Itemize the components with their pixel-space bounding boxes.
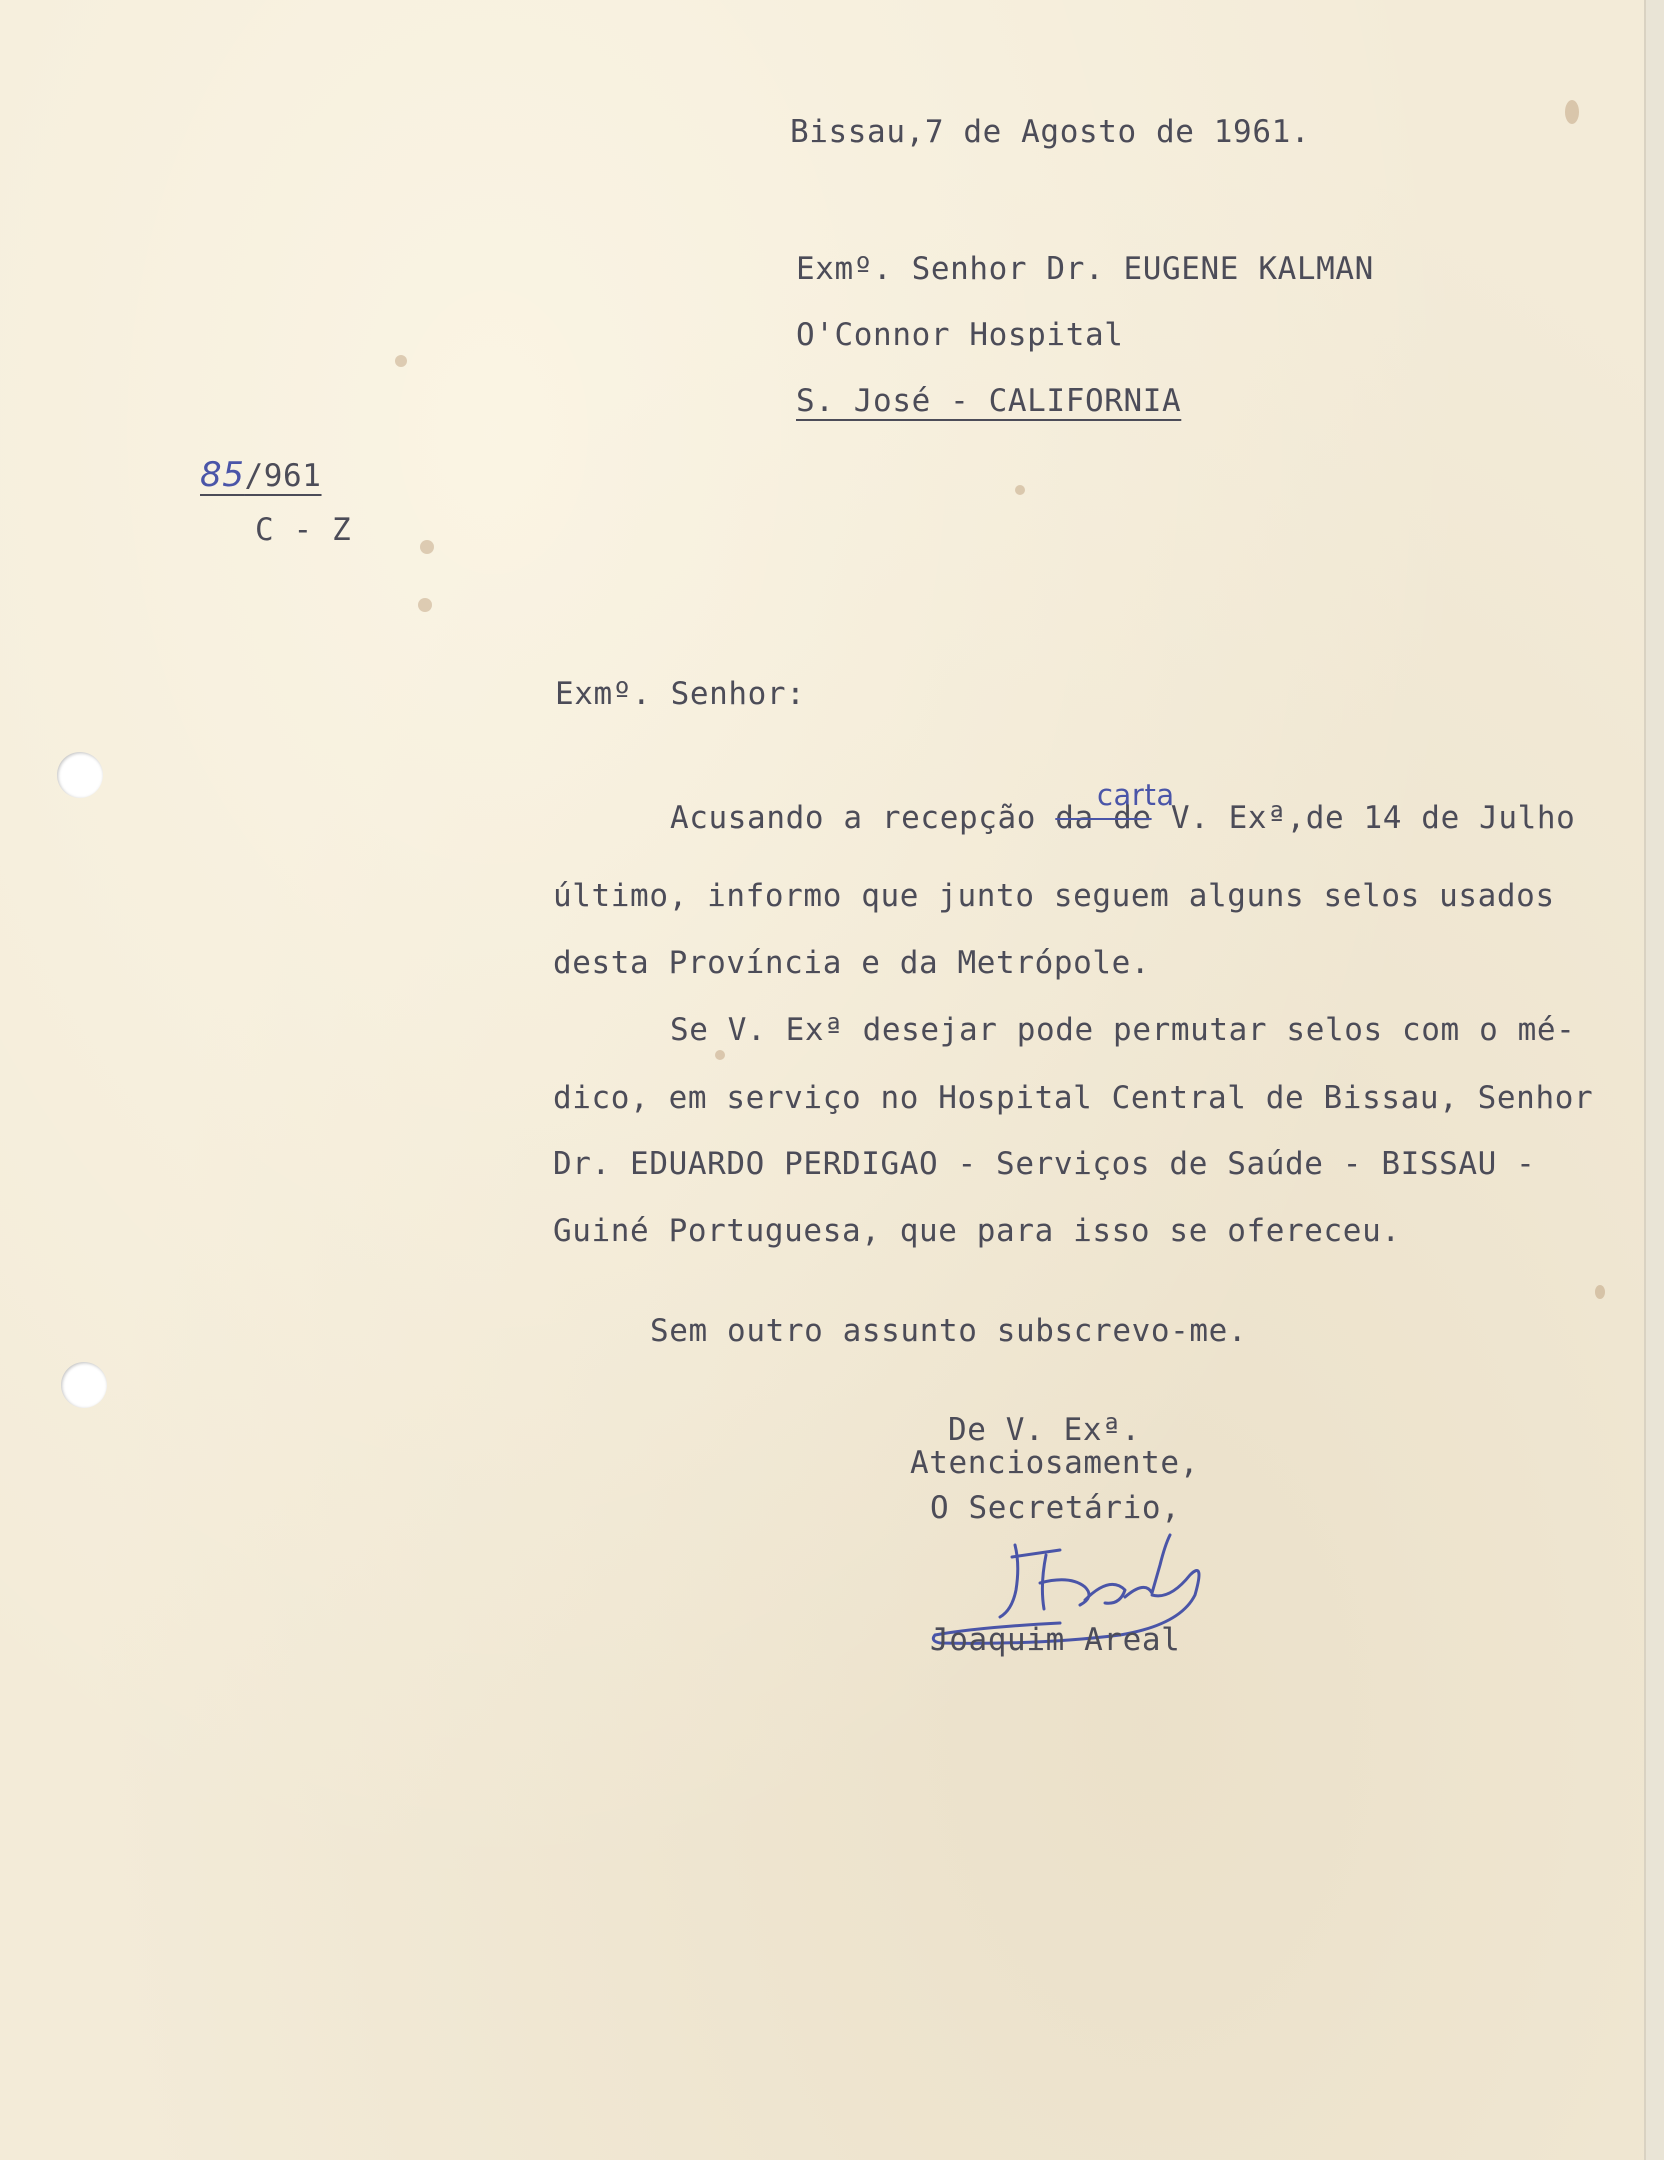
signature-line-3: O Secretário, <box>930 1490 1181 1526</box>
stain-spot <box>715 1050 725 1060</box>
paragraph-1-rest: V. Exª,de 14 de Julho <box>1170 800 1576 836</box>
place-date: Bissau,7 de Agosto de 1961. <box>790 114 1311 150</box>
stain-spot <box>420 540 434 554</box>
struck-words: da de <box>1055 800 1152 836</box>
paragraph-1-line-2: último, informo que junto seguem alguns selos usados <box>553 878 1555 914</box>
signature-line-1: De V. Exª. <box>948 1412 1141 1448</box>
paragraph-1-line-1 <box>670 800 1575 836</box>
paragraph-1-start: Acusando a recepção <box>670 800 1037 836</box>
signatory-name: Joaquim Areal <box>930 1622 1181 1658</box>
stain-spot <box>395 355 407 367</box>
salutation: Exmº. Senhor: <box>555 676 806 712</box>
reference-number <box>200 455 322 495</box>
recipient-line-3: S. José - CALIFORNIA <box>796 383 1182 419</box>
paragraph-2-line-4: Guiné Portuguesa, que para isso se ofereceu. <box>553 1213 1401 1249</box>
stain-spot <box>1595 1285 1605 1299</box>
punch-hole-bottom <box>61 1362 107 1408</box>
paragraph-2-line-1: Se V. Exª desejar pode permutar selos com o mé- <box>670 1012 1576 1048</box>
punch-hole-top <box>57 752 103 798</box>
reference-typed-year: /961 <box>244 458 322 494</box>
recipient-line-2: O'Connor Hospital <box>796 317 1124 353</box>
stain-spot <box>1565 100 1579 124</box>
paragraph-2-line-3: Dr. EDUARDO PERDIGAO - Serviços de Saúde - BISSAU - <box>553 1146 1536 1182</box>
paragraph-2-line-2: dico, em serviço no Hospital Central de Bissau, Senhor <box>553 1080 1594 1116</box>
reference-code: C - Z <box>255 512 352 548</box>
reference-handwritten-number: 85 <box>200 455 245 495</box>
paragraph-1-line-3: desta Província e da Metrópole. <box>553 945 1151 981</box>
stain-spot <box>1015 485 1025 495</box>
recipient-line-1: Exmº. Senhor Dr. EUGENE KALMAN <box>796 251 1374 287</box>
stain-spot <box>418 598 432 612</box>
closing-line: Sem outro assunto subscrevo-me. <box>650 1313 1248 1349</box>
handwritten-insertion: carta <box>1097 778 1175 812</box>
signature-line-2: Atenciosamente, <box>910 1445 1199 1481</box>
